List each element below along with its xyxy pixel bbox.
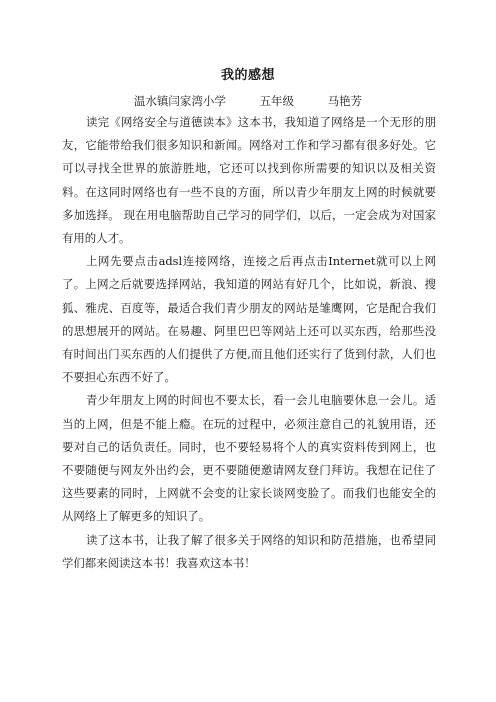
byline-grade: 五年级: [259, 94, 294, 108]
byline-school: 温水镇闫家湾小学: [133, 94, 226, 108]
paragraph: 上网先要点击adsl连接网络，连接之后再点击Internet就可以上网了。上网之后就要选择网站，我知道的网站有好几个，比如说，新浪、搜狐、雅虎、百度等，最适合我们青少朋友的网站是雏鹰网，它是配合我们的思想展开的网站。在易趣、阿里巴巴等网站上还可以买东西，给那些没有时间出门买东西的人们提供了方便,而且他们还实行了货到付款，人们也不要担心东西不好了。: [62, 254, 436, 385]
paragraph: 青少年朋友上网的时间也不要太长，看一会儿电脑要休息一会儿。适当的上网，但是不能上瘾。在玩的过程中，必须注意自己的礼貌用语，还要对自己的话负责任。同时，也不要轻易将个人的真实资料传到网上，也不要随便与网友外出约会，更不要随便邀请网友登门拜访。我想在记住了这些要素的同时，上网就不会变的让家长谈网变脸了。而我们也能安全的从网络上了解更多的知识了。: [62, 393, 436, 524]
byline: [0, 93, 496, 109]
byline-author: 马艳芳: [327, 94, 363, 108]
paragraph: 读了这本书，让我了解了很多关于网络的知识和防范措施，也希望同学们都来阅读这本书！我喜欢这本书！: [62, 532, 436, 570]
paragraph: 读完《网络安全与道德读本》这本书，我知道了网络是一个无形的朋友，它能带给我们很多知识和新闻。网络对工作和学习都有很多好处。它可以寻找全世界的旅游胜地，它还可以找到你所需要的知识以及相关资料。在这同时网络也有一些不良的方面，所以青少年朋友上网的时候就要多加选择。 现在用电脑帮助自己学习的同学们，以后，一定会成为对国家有用的人才。: [62, 115, 436, 246]
document-title: 我的感想: [220, 68, 275, 83]
document-body: [62, 111, 436, 575]
